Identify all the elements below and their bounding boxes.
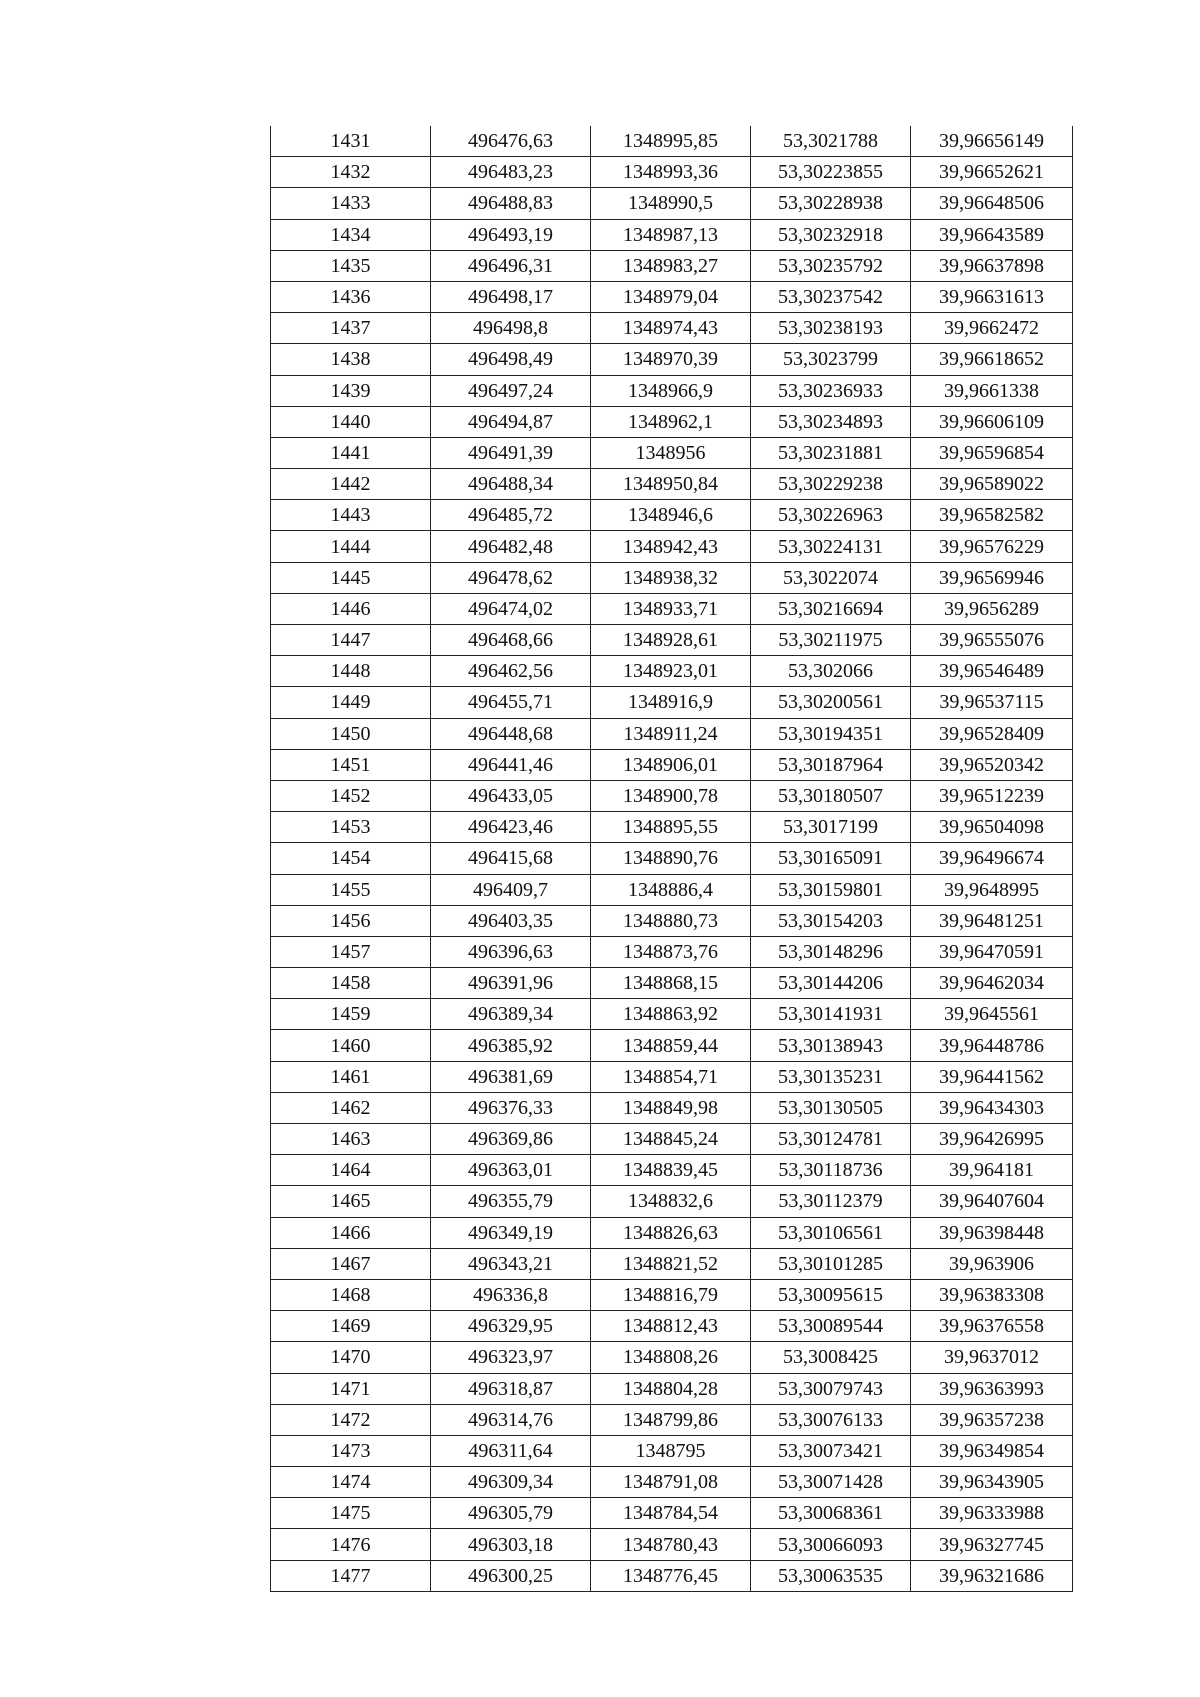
x-coordinate-cell: 496478,62 xyxy=(431,562,591,593)
latitude-cell: 53,3022074 xyxy=(751,562,911,593)
x-coordinate-cell: 496323,97 xyxy=(431,1342,591,1373)
point-number-cell: 1440 xyxy=(271,406,431,437)
longitude-cell: 39,96496674 xyxy=(911,843,1073,874)
y-coordinate-cell: 1348816,79 xyxy=(591,1279,751,1310)
latitude-cell: 53,30135231 xyxy=(751,1061,911,1092)
latitude-cell: 53,3021788 xyxy=(751,126,911,157)
longitude-cell: 39,96555076 xyxy=(911,625,1073,656)
y-coordinate-cell: 1348916,9 xyxy=(591,687,751,718)
table-row xyxy=(271,1342,1073,1373)
latitude-cell: 53,30101285 xyxy=(751,1248,911,1279)
longitude-cell: 39,96648506 xyxy=(911,188,1073,219)
latitude-cell: 53,30076133 xyxy=(751,1404,911,1435)
point-number-cell: 1471 xyxy=(271,1373,431,1404)
y-coordinate-cell: 1348974,43 xyxy=(591,313,751,344)
y-coordinate-cell: 1348979,04 xyxy=(591,281,751,312)
point-number-cell: 1475 xyxy=(271,1498,431,1529)
latitude-cell: 53,3017199 xyxy=(751,812,911,843)
point-number-cell: 1466 xyxy=(271,1217,431,1248)
y-coordinate-cell: 1348983,27 xyxy=(591,250,751,281)
table-row xyxy=(271,1248,1073,1279)
longitude-cell: 39,9648995 xyxy=(911,874,1073,905)
point-number-cell: 1436 xyxy=(271,281,431,312)
x-coordinate-cell: 496329,95 xyxy=(431,1311,591,1342)
y-coordinate-cell: 1348808,26 xyxy=(591,1342,751,1373)
table-row xyxy=(271,718,1073,749)
point-number-cell: 1435 xyxy=(271,250,431,281)
table-row xyxy=(271,1217,1073,1248)
x-coordinate-cell: 496349,19 xyxy=(431,1217,591,1248)
x-coordinate-cell: 496385,92 xyxy=(431,1030,591,1061)
table-row xyxy=(271,1030,1073,1061)
longitude-cell: 39,96481251 xyxy=(911,905,1073,936)
x-coordinate-cell: 496498,17 xyxy=(431,281,591,312)
latitude-cell: 53,30148296 xyxy=(751,936,911,967)
longitude-cell: 39,96321686 xyxy=(911,1560,1073,1591)
point-number-cell: 1437 xyxy=(271,313,431,344)
longitude-cell: 39,9656289 xyxy=(911,593,1073,624)
y-coordinate-cell: 1348832,6 xyxy=(591,1186,751,1217)
longitude-cell: 39,96398448 xyxy=(911,1217,1073,1248)
x-coordinate-cell: 496488,34 xyxy=(431,469,591,500)
longitude-cell: 39,96407604 xyxy=(911,1186,1073,1217)
latitude-cell: 53,30141931 xyxy=(751,999,911,1030)
latitude-cell: 53,30194351 xyxy=(751,718,911,749)
x-coordinate-cell: 496482,48 xyxy=(431,531,591,562)
table-row xyxy=(271,905,1073,936)
point-number-cell: 1462 xyxy=(271,1092,431,1123)
longitude-cell: 39,96637898 xyxy=(911,250,1073,281)
longitude-cell: 39,963906 xyxy=(911,1248,1073,1279)
y-coordinate-cell: 1348942,43 xyxy=(591,531,751,562)
longitude-cell: 39,96512239 xyxy=(911,780,1073,811)
point-number-cell: 1450 xyxy=(271,718,431,749)
longitude-cell: 39,9662472 xyxy=(911,313,1073,344)
latitude-cell: 53,30165091 xyxy=(751,843,911,874)
point-number-cell: 1464 xyxy=(271,1155,431,1186)
latitude-cell: 53,30234893 xyxy=(751,406,911,437)
latitude-cell: 53,30216694 xyxy=(751,593,911,624)
y-coordinate-cell: 1348993,36 xyxy=(591,157,751,188)
point-number-cell: 1460 xyxy=(271,1030,431,1061)
y-coordinate-cell: 1348780,43 xyxy=(591,1529,751,1560)
point-number-cell: 1441 xyxy=(271,437,431,468)
latitude-cell: 53,30231881 xyxy=(751,437,911,468)
point-number-cell: 1473 xyxy=(271,1435,431,1466)
table-row xyxy=(271,625,1073,656)
table-row xyxy=(271,1155,1073,1186)
table-row xyxy=(271,188,1073,219)
point-number-cell: 1443 xyxy=(271,500,431,531)
latitude-cell: 53,30211975 xyxy=(751,625,911,656)
latitude-cell: 53,30232918 xyxy=(751,219,911,250)
latitude-cell: 53,30187964 xyxy=(751,749,911,780)
table-row xyxy=(271,687,1073,718)
y-coordinate-cell: 1348890,76 xyxy=(591,843,751,874)
longitude-cell: 39,96504098 xyxy=(911,812,1073,843)
point-number-cell: 1433 xyxy=(271,188,431,219)
latitude-cell: 53,30228938 xyxy=(751,188,911,219)
y-coordinate-cell: 1348956 xyxy=(591,437,751,468)
latitude-cell: 53,30238193 xyxy=(751,313,911,344)
x-coordinate-cell: 496488,83 xyxy=(431,188,591,219)
x-coordinate-cell: 496311,64 xyxy=(431,1435,591,1466)
y-coordinate-cell: 1348812,43 xyxy=(591,1311,751,1342)
x-coordinate-cell: 496381,69 xyxy=(431,1061,591,1092)
x-coordinate-cell: 496496,31 xyxy=(431,250,591,281)
point-number-cell: 1439 xyxy=(271,375,431,406)
point-number-cell: 1447 xyxy=(271,625,431,656)
point-number-cell: 1431 xyxy=(271,126,431,157)
y-coordinate-cell: 1348859,44 xyxy=(591,1030,751,1061)
latitude-cell: 53,30159801 xyxy=(751,874,911,905)
x-coordinate-cell: 496474,02 xyxy=(431,593,591,624)
point-number-cell: 1476 xyxy=(271,1529,431,1560)
y-coordinate-cell: 1348868,15 xyxy=(591,968,751,999)
longitude-cell: 39,96631613 xyxy=(911,281,1073,312)
y-coordinate-cell: 1348911,24 xyxy=(591,718,751,749)
latitude-cell: 53,30237542 xyxy=(751,281,911,312)
x-coordinate-cell: 496336,8 xyxy=(431,1279,591,1310)
latitude-cell: 53,30144206 xyxy=(751,968,911,999)
y-coordinate-cell: 1348966,9 xyxy=(591,375,751,406)
x-coordinate-cell: 496318,87 xyxy=(431,1373,591,1404)
table-row xyxy=(271,593,1073,624)
x-coordinate-cell: 496369,86 xyxy=(431,1124,591,1155)
y-coordinate-cell: 1348900,78 xyxy=(591,780,751,811)
x-coordinate-cell: 496300,25 xyxy=(431,1560,591,1591)
latitude-cell: 53,30180507 xyxy=(751,780,911,811)
longitude-cell: 39,96596854 xyxy=(911,437,1073,468)
x-coordinate-cell: 496498,49 xyxy=(431,344,591,375)
table-row xyxy=(271,999,1073,1030)
longitude-cell: 39,9645561 xyxy=(911,999,1073,1030)
point-number-cell: 1448 xyxy=(271,656,431,687)
y-coordinate-cell: 1348995,85 xyxy=(591,126,751,157)
longitude-cell: 39,96327745 xyxy=(911,1529,1073,1560)
latitude-cell: 53,30130505 xyxy=(751,1092,911,1123)
latitude-cell: 53,30235792 xyxy=(751,250,911,281)
table-row xyxy=(271,1404,1073,1435)
y-coordinate-cell: 1348795 xyxy=(591,1435,751,1466)
y-coordinate-cell: 1348990,5 xyxy=(591,188,751,219)
table-row xyxy=(271,250,1073,281)
x-coordinate-cell: 496376,33 xyxy=(431,1092,591,1123)
longitude-cell: 39,96606109 xyxy=(911,406,1073,437)
longitude-cell: 39,96546489 xyxy=(911,656,1073,687)
point-number-cell: 1458 xyxy=(271,968,431,999)
y-coordinate-cell: 1348923,01 xyxy=(591,656,751,687)
table-row xyxy=(271,562,1073,593)
table-row xyxy=(271,500,1073,531)
y-coordinate-cell: 1348791,08 xyxy=(591,1467,751,1498)
longitude-cell: 39,96589022 xyxy=(911,469,1073,500)
latitude-cell: 53,30236933 xyxy=(751,375,911,406)
longitude-cell: 39,96470591 xyxy=(911,936,1073,967)
table-row xyxy=(271,1498,1073,1529)
table-row xyxy=(271,843,1073,874)
latitude-cell: 53,3023799 xyxy=(751,344,911,375)
x-coordinate-cell: 496309,34 xyxy=(431,1467,591,1498)
x-coordinate-cell: 496498,8 xyxy=(431,313,591,344)
point-number-cell: 1452 xyxy=(271,780,431,811)
point-number-cell: 1461 xyxy=(271,1061,431,1092)
table-row xyxy=(271,531,1073,562)
y-coordinate-cell: 1348863,92 xyxy=(591,999,751,1030)
table-row xyxy=(271,656,1073,687)
longitude-cell: 39,96448786 xyxy=(911,1030,1073,1061)
table-row xyxy=(271,1373,1073,1404)
coordinates-table xyxy=(270,126,1073,1592)
latitude-cell: 53,30063535 xyxy=(751,1560,911,1591)
x-coordinate-cell: 496389,34 xyxy=(431,999,591,1030)
point-number-cell: 1449 xyxy=(271,687,431,718)
latitude-cell: 53,30224131 xyxy=(751,531,911,562)
longitude-cell: 39,96426995 xyxy=(911,1124,1073,1155)
latitude-cell: 53,30229238 xyxy=(751,469,911,500)
longitude-cell: 39,96528409 xyxy=(911,718,1073,749)
longitude-cell: 39,96520342 xyxy=(911,749,1073,780)
x-coordinate-cell: 496305,79 xyxy=(431,1498,591,1529)
y-coordinate-cell: 1348938,32 xyxy=(591,562,751,593)
x-coordinate-cell: 496314,76 xyxy=(431,1404,591,1435)
y-coordinate-cell: 1348895,55 xyxy=(591,812,751,843)
point-number-cell: 1434 xyxy=(271,219,431,250)
longitude-cell: 39,96376558 xyxy=(911,1311,1073,1342)
x-coordinate-cell: 496455,71 xyxy=(431,687,591,718)
table-row xyxy=(271,375,1073,406)
point-number-cell: 1463 xyxy=(271,1124,431,1155)
longitude-cell: 39,96576229 xyxy=(911,531,1073,562)
y-coordinate-cell: 1348826,63 xyxy=(591,1217,751,1248)
x-coordinate-cell: 496415,68 xyxy=(431,843,591,874)
x-coordinate-cell: 496476,63 xyxy=(431,126,591,157)
x-coordinate-cell: 496491,39 xyxy=(431,437,591,468)
longitude-cell: 39,96441562 xyxy=(911,1061,1073,1092)
coordinates-table-body xyxy=(271,126,1073,1591)
point-number-cell: 1468 xyxy=(271,1279,431,1310)
point-number-cell: 1438 xyxy=(271,344,431,375)
x-coordinate-cell: 496391,96 xyxy=(431,968,591,999)
x-coordinate-cell: 496363,01 xyxy=(431,1155,591,1186)
point-number-cell: 1432 xyxy=(271,157,431,188)
table-row xyxy=(271,126,1073,157)
table-row xyxy=(271,281,1073,312)
table-row xyxy=(271,313,1073,344)
y-coordinate-cell: 1348886,4 xyxy=(591,874,751,905)
table-row xyxy=(271,1279,1073,1310)
y-coordinate-cell: 1348845,24 xyxy=(591,1124,751,1155)
point-number-cell: 1474 xyxy=(271,1467,431,1498)
table-row xyxy=(271,1467,1073,1498)
latitude-cell: 53,30106561 xyxy=(751,1217,911,1248)
latitude-cell: 53,30066093 xyxy=(751,1529,911,1560)
latitude-cell: 53,30226963 xyxy=(751,500,911,531)
longitude-cell: 39,96349854 xyxy=(911,1435,1073,1466)
table-row xyxy=(271,1529,1073,1560)
longitude-cell: 39,96656149 xyxy=(911,126,1073,157)
table-row xyxy=(271,780,1073,811)
latitude-cell: 53,3008425 xyxy=(751,1342,911,1373)
point-number-cell: 1477 xyxy=(271,1560,431,1591)
y-coordinate-cell: 1348854,71 xyxy=(591,1061,751,1092)
longitude-cell: 39,96343905 xyxy=(911,1467,1073,1498)
latitude-cell: 53,30071428 xyxy=(751,1467,911,1498)
table-row xyxy=(271,812,1073,843)
table-row xyxy=(271,437,1073,468)
y-coordinate-cell: 1348849,98 xyxy=(591,1092,751,1123)
x-coordinate-cell: 496485,72 xyxy=(431,500,591,531)
point-number-cell: 1459 xyxy=(271,999,431,1030)
latitude-cell: 53,30073421 xyxy=(751,1435,911,1466)
y-coordinate-cell: 1348946,6 xyxy=(591,500,751,531)
x-coordinate-cell: 496441,46 xyxy=(431,749,591,780)
table-row xyxy=(271,749,1073,780)
table-row xyxy=(271,1186,1073,1217)
point-number-cell: 1457 xyxy=(271,936,431,967)
latitude-cell: 53,30079743 xyxy=(751,1373,911,1404)
point-number-cell: 1444 xyxy=(271,531,431,562)
latitude-cell: 53,30112379 xyxy=(751,1186,911,1217)
point-number-cell: 1454 xyxy=(271,843,431,874)
longitude-cell: 39,96434303 xyxy=(911,1092,1073,1123)
longitude-cell: 39,96582582 xyxy=(911,500,1073,531)
y-coordinate-cell: 1348987,13 xyxy=(591,219,751,250)
latitude-cell: 53,30223855 xyxy=(751,157,911,188)
x-coordinate-cell: 496355,79 xyxy=(431,1186,591,1217)
y-coordinate-cell: 1348839,45 xyxy=(591,1155,751,1186)
latitude-cell: 53,30118736 xyxy=(751,1155,911,1186)
longitude-cell: 39,96357238 xyxy=(911,1404,1073,1435)
y-coordinate-cell: 1348970,39 xyxy=(591,344,751,375)
table-row xyxy=(271,1092,1073,1123)
x-coordinate-cell: 496343,21 xyxy=(431,1248,591,1279)
x-coordinate-cell: 496483,23 xyxy=(431,157,591,188)
longitude-cell: 39,96363993 xyxy=(911,1373,1073,1404)
table-row xyxy=(271,1124,1073,1155)
point-number-cell: 1451 xyxy=(271,749,431,780)
x-coordinate-cell: 496468,66 xyxy=(431,625,591,656)
table-row xyxy=(271,157,1073,188)
x-coordinate-cell: 496303,18 xyxy=(431,1529,591,1560)
longitude-cell: 39,96333988 xyxy=(911,1498,1073,1529)
y-coordinate-cell: 1348906,01 xyxy=(591,749,751,780)
table-row xyxy=(271,1061,1073,1092)
latitude-cell: 53,30138943 xyxy=(751,1030,911,1061)
latitude-cell: 53,30068361 xyxy=(751,1498,911,1529)
longitude-cell: 39,96652621 xyxy=(911,157,1073,188)
longitude-cell: 39,9661338 xyxy=(911,375,1073,406)
y-coordinate-cell: 1348804,28 xyxy=(591,1373,751,1404)
table-row xyxy=(271,344,1073,375)
longitude-cell: 39,96537115 xyxy=(911,687,1073,718)
longitude-cell: 39,9637012 xyxy=(911,1342,1073,1373)
table-row xyxy=(271,874,1073,905)
point-number-cell: 1472 xyxy=(271,1404,431,1435)
point-number-cell: 1446 xyxy=(271,593,431,624)
x-coordinate-cell: 496403,35 xyxy=(431,905,591,936)
longitude-cell: 39,964181 xyxy=(911,1155,1073,1186)
table-row xyxy=(271,1435,1073,1466)
x-coordinate-cell: 496497,24 xyxy=(431,375,591,406)
table-row xyxy=(271,968,1073,999)
point-number-cell: 1469 xyxy=(271,1311,431,1342)
longitude-cell: 39,96618652 xyxy=(911,344,1073,375)
y-coordinate-cell: 1348821,52 xyxy=(591,1248,751,1279)
table-row xyxy=(271,936,1073,967)
y-coordinate-cell: 1348873,76 xyxy=(591,936,751,967)
longitude-cell: 39,96383308 xyxy=(911,1279,1073,1310)
latitude-cell: 53,30154203 xyxy=(751,905,911,936)
y-coordinate-cell: 1348950,84 xyxy=(591,469,751,500)
longitude-cell: 39,96462034 xyxy=(911,968,1073,999)
table-row xyxy=(271,1311,1073,1342)
point-number-cell: 1456 xyxy=(271,905,431,936)
x-coordinate-cell: 496409,7 xyxy=(431,874,591,905)
latitude-cell: 53,30095615 xyxy=(751,1279,911,1310)
y-coordinate-cell: 1348933,71 xyxy=(591,593,751,624)
y-coordinate-cell: 1348880,73 xyxy=(591,905,751,936)
x-coordinate-cell: 496433,05 xyxy=(431,780,591,811)
y-coordinate-cell: 1348962,1 xyxy=(591,406,751,437)
longitude-cell: 39,96643589 xyxy=(911,219,1073,250)
point-number-cell: 1455 xyxy=(271,874,431,905)
point-number-cell: 1465 xyxy=(271,1186,431,1217)
table-row xyxy=(271,219,1073,250)
x-coordinate-cell: 496493,19 xyxy=(431,219,591,250)
table-row xyxy=(271,469,1073,500)
latitude-cell: 53,30124781 xyxy=(751,1124,911,1155)
point-number-cell: 1470 xyxy=(271,1342,431,1373)
x-coordinate-cell: 496423,46 xyxy=(431,812,591,843)
x-coordinate-cell: 496396,63 xyxy=(431,936,591,967)
x-coordinate-cell: 496448,68 xyxy=(431,718,591,749)
table-row xyxy=(271,406,1073,437)
latitude-cell: 53,302066 xyxy=(751,656,911,687)
y-coordinate-cell: 1348799,86 xyxy=(591,1404,751,1435)
latitude-cell: 53,30200561 xyxy=(751,687,911,718)
point-number-cell: 1453 xyxy=(271,812,431,843)
x-coordinate-cell: 496494,87 xyxy=(431,406,591,437)
y-coordinate-cell: 1348776,45 xyxy=(591,1560,751,1591)
latitude-cell: 53,30089544 xyxy=(751,1311,911,1342)
point-number-cell: 1445 xyxy=(271,562,431,593)
y-coordinate-cell: 1348928,61 xyxy=(591,625,751,656)
point-number-cell: 1442 xyxy=(271,469,431,500)
longitude-cell: 39,96569946 xyxy=(911,562,1073,593)
x-coordinate-cell: 496462,56 xyxy=(431,656,591,687)
point-number-cell: 1467 xyxy=(271,1248,431,1279)
y-coordinate-cell: 1348784,54 xyxy=(591,1498,751,1529)
table-row xyxy=(271,1560,1073,1591)
